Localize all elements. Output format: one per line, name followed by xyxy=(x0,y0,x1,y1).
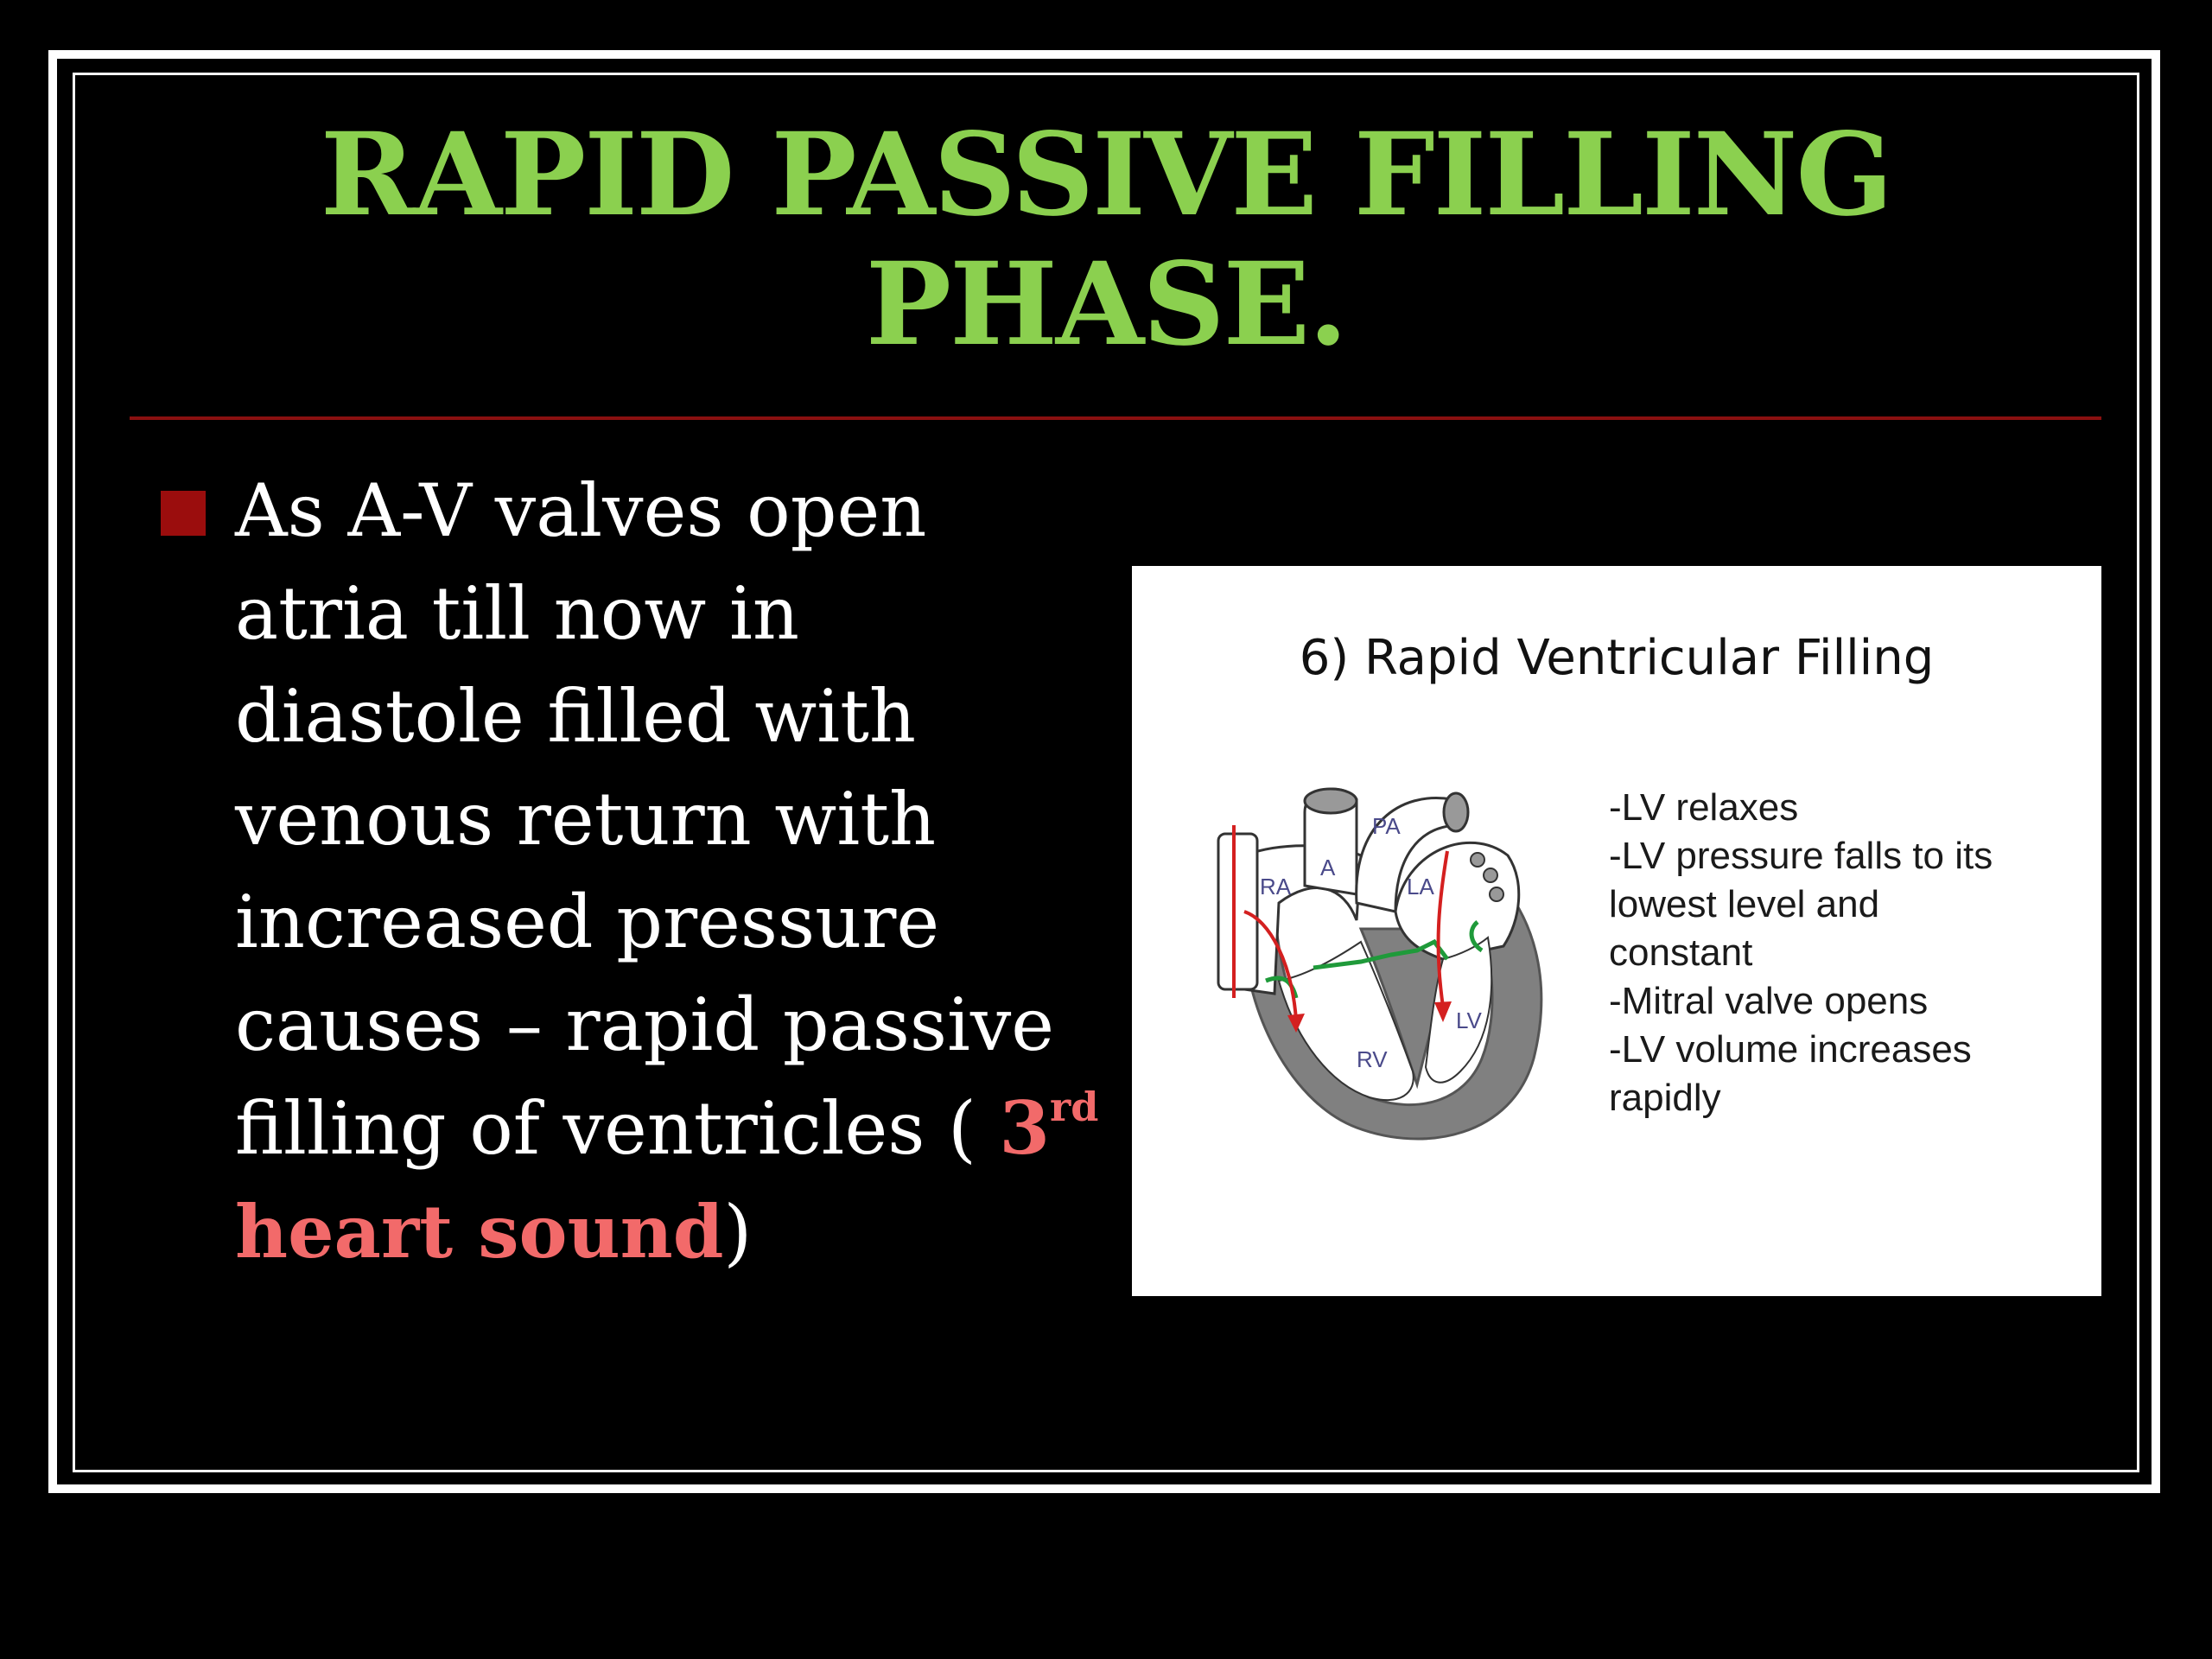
bullet-paragraph xyxy=(235,460,1099,1284)
bullet-line xyxy=(235,1180,1099,1284)
pulmonary-vein xyxy=(1490,887,1503,901)
label-left-ventricle: LV xyxy=(1456,1007,1482,1033)
note-line: rapidly xyxy=(1609,1077,1721,1119)
slide-title-line-1: RAPID PASSIVE FILLING xyxy=(320,108,1892,242)
note-line: -Mitral valve opens xyxy=(1609,980,1929,1022)
note-line: -LV pressure falls to its xyxy=(1609,835,1993,877)
bullet-line-prefix: filling of ventricles ( xyxy=(235,1086,1000,1171)
label-left-atrium: LA xyxy=(1407,874,1434,899)
title-divider xyxy=(130,416,2101,420)
note-line: lowest level and xyxy=(1609,883,1880,925)
figure-title: 6) Rapid Ventricular Filling xyxy=(1299,630,1935,686)
pulmonary-vein xyxy=(1471,853,1484,867)
heart-figure-panel xyxy=(1132,566,2101,1296)
bullet-line: increased pressure xyxy=(235,880,940,964)
pulmonary-vein xyxy=(1484,868,1497,882)
bullet-line: causes – rapid passive xyxy=(235,982,1054,1067)
label-right-ventricle: RV xyxy=(1357,1046,1388,1072)
highlight-number: 3 xyxy=(999,1085,1050,1171)
bullet-line: As A-V valves open xyxy=(235,468,927,553)
slide-title xyxy=(130,108,2082,372)
figure-notes xyxy=(1609,784,2093,1122)
slide-title-line-2: PHASE. xyxy=(865,238,1347,372)
highlight-ordinal-suffix: rd xyxy=(1049,1084,1099,1130)
highlight-phrase: heart sound xyxy=(235,1189,724,1274)
note-line: -LV volume increases xyxy=(1609,1028,1972,1071)
bullet-line: venous return with xyxy=(235,777,937,861)
aorta-opening xyxy=(1305,789,1357,813)
label-aorta: A xyxy=(1320,855,1336,880)
label-pulmonary-artery: PA xyxy=(1372,813,1401,839)
bullet-line: atria till now in xyxy=(235,571,799,656)
heart-diagram xyxy=(1184,773,1590,1154)
note-line: -LV relaxes xyxy=(1609,786,1799,829)
vena-cava-upper xyxy=(1218,834,1257,989)
bullet-line xyxy=(235,1077,1099,1180)
label-right-atrium: RA xyxy=(1260,874,1292,899)
square-bullet-icon xyxy=(161,491,206,536)
bullet-line: diastole filled with xyxy=(235,674,916,759)
note-line: constant xyxy=(1609,931,1753,974)
closing-paren: ) xyxy=(723,1190,753,1274)
pulmonary-opening xyxy=(1444,793,1468,831)
